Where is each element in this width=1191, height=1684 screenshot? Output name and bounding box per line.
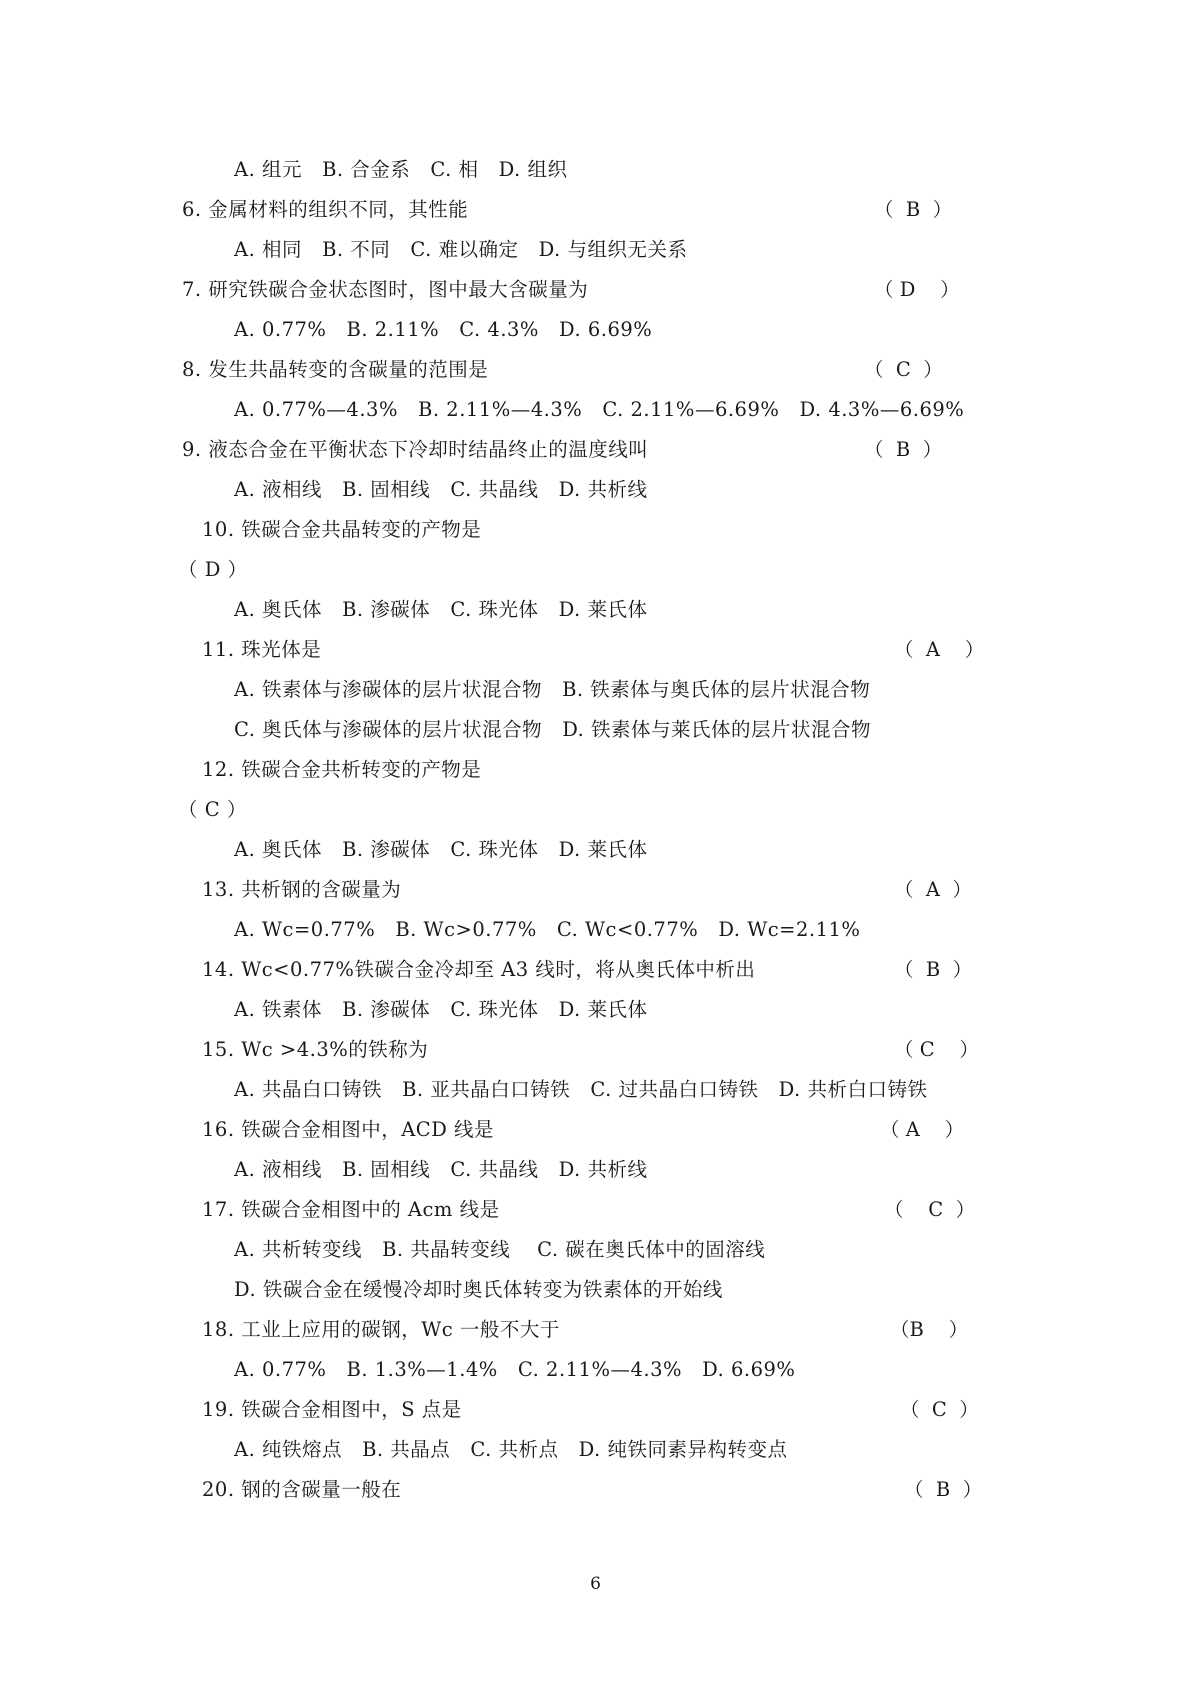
question-10: 10. 铁碳合金共晶转变的产物是 xyxy=(202,518,482,541)
question-20: 20. 钢的含碳量一般在 xyxy=(202,1478,402,1501)
options-line: A. 奥氏体 B. 渗碳体 C. 珠光体 D. 莱氏体 xyxy=(234,838,648,861)
answer-15: （ C ） xyxy=(894,1038,979,1061)
answer-11: （ A ） xyxy=(894,638,985,661)
question-15: 15. Wc >4.3%的铁称为 xyxy=(202,1038,429,1061)
question-12-answer: （ C ） xyxy=(178,798,247,821)
question-7: 7. 研究铁碳合金状态图时，图中最大含碳量为 xyxy=(182,278,589,301)
options-line: A. 0.77% B. 2.11% C. 4.3% D. 6.69% xyxy=(234,318,653,341)
question-11: 11. 珠光体是 xyxy=(202,638,322,661)
page-number: 6 xyxy=(590,1574,601,1594)
answer-9: （ B ） xyxy=(864,438,943,461)
options-line: A. 相同 B. 不同 C. 难以确定 D. 与组织无关系 xyxy=(234,238,688,261)
options-line: A. 组元 B. 合金系 C. 相 D. 组织 xyxy=(234,158,568,181)
question-13: 13. 共析钢的含碳量为 xyxy=(202,878,402,901)
options-line: A. 液相线 B. 固相线 C. 共晶线 D. 共析线 xyxy=(234,478,648,501)
question-8: 8. 发生共晶转变的含碳量的范围是 xyxy=(182,358,489,381)
question-12: 12. 铁碳合金共析转变的产物是 xyxy=(202,758,482,781)
answer-20: （ B ） xyxy=(904,1478,983,1501)
question-16: 16. 铁碳合金相图中，ACD 线是 xyxy=(202,1118,495,1141)
question-17: 17. 铁碳合金相图中的 Acm 线是 xyxy=(202,1198,500,1221)
answer-14: （ B ） xyxy=(894,958,973,981)
question-9: 9. 液态合金在平衡状态下冷却时结晶终止的温度线叫 xyxy=(182,438,649,461)
options-line: A. 铁素体 B. 渗碳体 C. 珠光体 D. 莱氏体 xyxy=(234,998,648,1021)
answer-13: （ A ） xyxy=(894,878,972,901)
question-10-answer: （ D ） xyxy=(178,558,248,581)
options-line: D. 铁碳合金在缓慢冷却时奥氏体转变为铁素体的开始线 xyxy=(234,1278,723,1301)
options-line: A. 铁素体与渗碳体的层片状混合物 B. 铁素体与奥氏体的层片状混合物 xyxy=(234,678,871,701)
answer-19: （ C ） xyxy=(900,1398,979,1421)
options-line: A. 共晶白口铸铁 B. 亚共晶白口铸铁 C. 过共晶白口铸铁 D. 共析白口铸铁 xyxy=(234,1078,928,1101)
answer-7: （ D ） xyxy=(874,278,960,301)
options-line: A. 0.77%—4.3% B. 2.11%—4.3% C. 2.11%—6.69% D. 4.3%—6.69% xyxy=(234,398,965,421)
options-line: A. 奥氏体 B. 渗碳体 C. 珠光体 D. 莱氏体 xyxy=(234,598,648,621)
options-line: A. 纯铁熔点 B. 共晶点 C. 共析点 D. 纯铁同素异构转变点 xyxy=(234,1438,788,1461)
answer-17: （ C ） xyxy=(884,1198,976,1221)
options-line: A. 0.77% B. 1.3%—1.4% C. 2.11%—4.3% D. 6.69% xyxy=(234,1358,796,1381)
answer-8: （ C ） xyxy=(864,358,943,381)
answer-18: （B ） xyxy=(890,1318,969,1341)
question-18: 18. 工业上应用的碳钢，Wc 一般不大于 xyxy=(202,1318,560,1341)
question-19: 19. 铁碳合金相图中，S 点是 xyxy=(202,1398,462,1421)
question-14: 14. Wc<0.77%铁碳合金冷却至 A3 线时，将从奥氏体中析出 xyxy=(202,958,756,981)
options-line: A. Wc=0.77% B. Wc>0.77% C. Wc<0.77% D. Wc=2.11% xyxy=(234,918,861,941)
options-line: A. 共析转变线 B. 共晶转变线 C. 碳在奥氏体中的固溶线 xyxy=(234,1238,766,1261)
question-6: 6. 金属材料的组织不同，其性能 xyxy=(182,198,469,221)
answer-6: （ B ） xyxy=(874,198,953,221)
options-line: C. 奥氏体与渗碳体的层片状混合物 D. 铁素体与莱氏体的层片状混合物 xyxy=(234,718,872,741)
options-line: A. 液相线 B. 固相线 C. 共晶线 D. 共析线 xyxy=(234,1158,648,1181)
answer-16: （ A ） xyxy=(880,1118,965,1141)
